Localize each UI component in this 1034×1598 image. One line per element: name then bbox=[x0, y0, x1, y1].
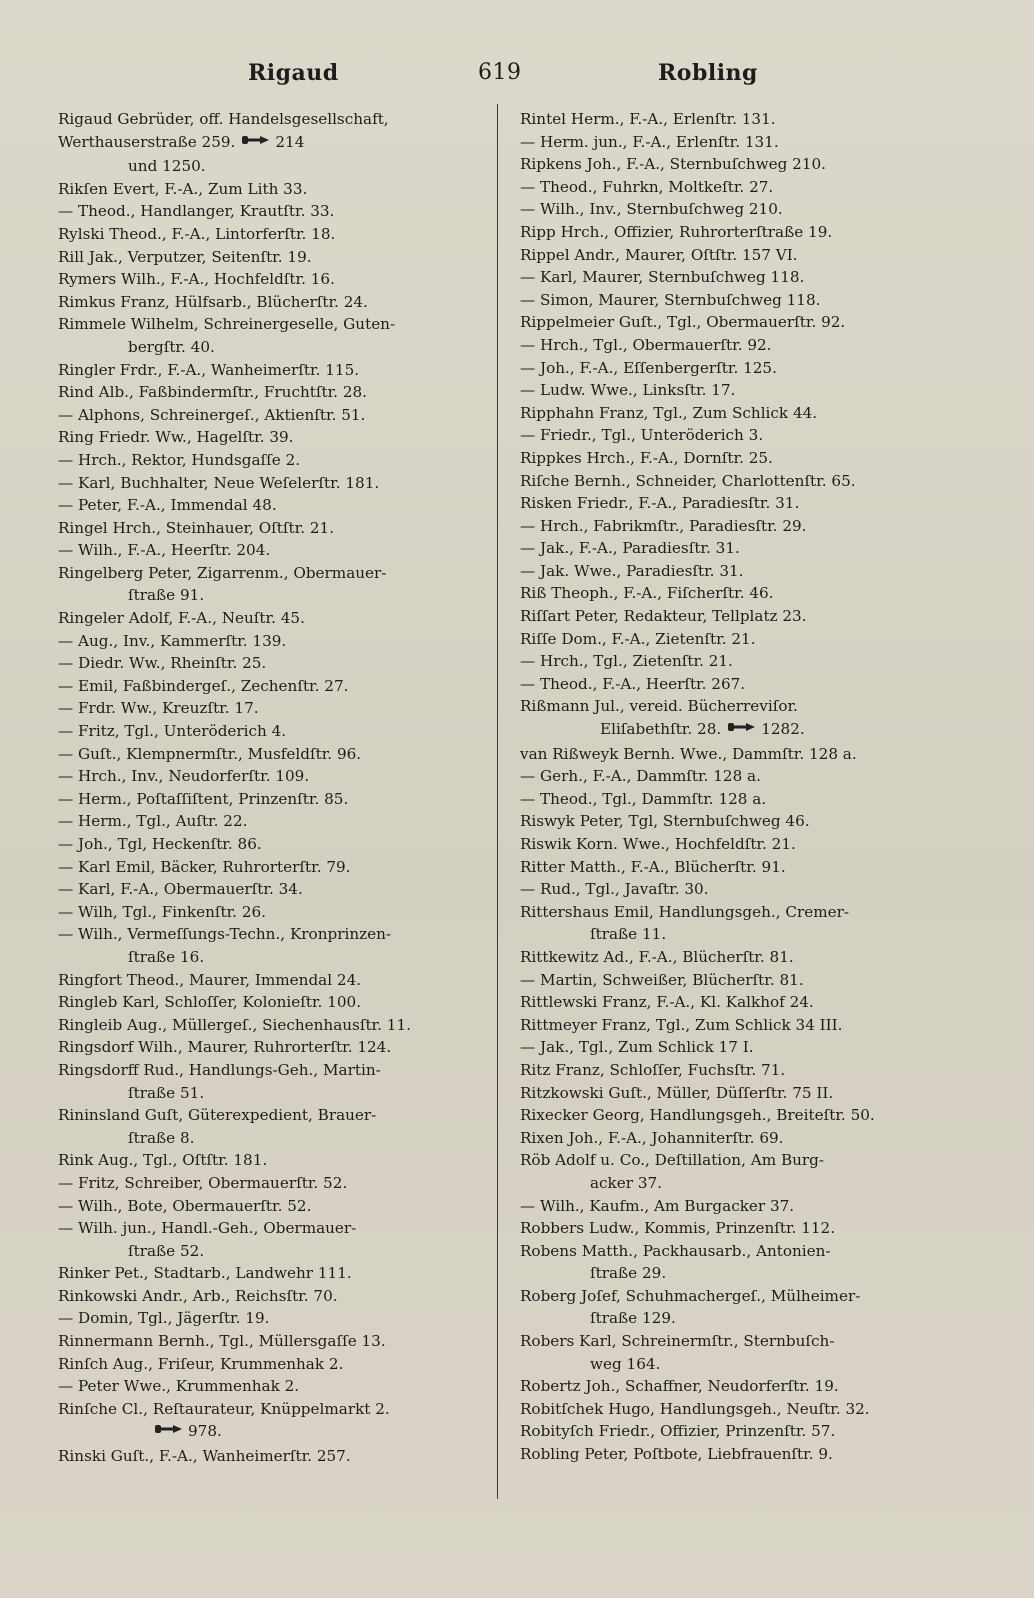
entry-text: — Peter, F.-A., Immendal 48. bbox=[58, 496, 277, 515]
directory-line bbox=[520, 856, 960, 879]
directory-line bbox=[520, 221, 960, 244]
entry-text: — Herm., Tgl., Auſtr. 22. bbox=[58, 812, 248, 831]
entry-continuation: ſtraße 16. bbox=[128, 947, 205, 966]
directory-line bbox=[58, 1445, 490, 1468]
entry-text: Rittmeyer Franz, Tgl., Zum Schlick 34 III. bbox=[520, 1015, 843, 1034]
directory-line bbox=[58, 1353, 490, 1376]
entry-text: Ring Friedr. Ww., Hagelſtr. 39. bbox=[58, 428, 294, 447]
entry-text: Robityſch Friedr., Offizier, Prinzenſtr. 57. bbox=[520, 1422, 836, 1441]
directory-line bbox=[58, 472, 490, 495]
entry-text: — Hrch., Tgl., Obermauerſtr. 92. bbox=[520, 335, 772, 354]
directory-line bbox=[58, 494, 490, 517]
directory-line bbox=[58, 1036, 490, 1059]
entry-text: Rimmele Wilhelm, Schreinergeselle, Guten- bbox=[58, 315, 396, 334]
directory-line bbox=[520, 198, 960, 221]
directory-line bbox=[520, 695, 960, 718]
directory-line bbox=[520, 1240, 960, 1263]
directory-line bbox=[58, 1217, 490, 1240]
directory-line bbox=[58, 946, 490, 969]
entry-text: — Alphons, Schreinergeſ., Aktienſtr. 51. bbox=[58, 405, 366, 424]
entry-text: Röb Adolf u. Co., Deſtillation, Am Burg- bbox=[520, 1151, 824, 1170]
entry-text: — Karl, Maurer, Sternbuſchweg 118. bbox=[520, 268, 805, 287]
entry-text: Ringfort Theod., Maurer, Immendal 24. bbox=[58, 970, 362, 989]
entry-text: Rippkes Hrch., F.-A., Dornſtr. 25. bbox=[520, 448, 773, 467]
directory-line bbox=[58, 1195, 490, 1218]
entry-text: Riſche Bernh., Schneider, Charlottenſtr. 65. bbox=[520, 471, 856, 490]
directory-line bbox=[520, 991, 960, 1014]
directory-line bbox=[520, 402, 960, 425]
entry-text: — Herm. jun., F.-A., Erlenſtr. 131. bbox=[520, 132, 779, 151]
directory-line bbox=[58, 246, 490, 269]
entry-text: Riswik Korn. Wwe., Hochfeldſtr. 21. bbox=[520, 835, 796, 853]
entry-continuation: ſtraße 11. bbox=[590, 925, 667, 944]
entry-text: Ritzkowski Guſt., Müller, Düſſerſtr. 75 II. bbox=[520, 1083, 834, 1102]
directory-line bbox=[58, 1375, 490, 1398]
directory-line bbox=[58, 630, 490, 653]
entry-text: — Emil, Faßbindergeſ., Zechenſtr. 27. bbox=[58, 676, 349, 695]
entry-text: Ritter Matth., F.-A., Blücherſtr. 91. bbox=[520, 857, 786, 876]
entry-text: Rylski Theod., F.-A., Lintorferſtr. 18. bbox=[58, 224, 336, 243]
directory-line bbox=[58, 1014, 490, 1037]
directory-line bbox=[520, 810, 960, 833]
directory-line bbox=[58, 1420, 490, 1445]
entry-text: Robling Peter, Poſtbote, Liebfrauenſtr. 9. bbox=[520, 1445, 833, 1464]
directory-line bbox=[58, 313, 490, 336]
entry-text: — Wilh. jun., Handl.-Geh., Obermauer- bbox=[58, 1219, 357, 1238]
entry-text: Ripkens Joh., F.-A., Sternbuſchweg 210. bbox=[520, 155, 826, 174]
directory-line bbox=[58, 108, 490, 131]
entry-text: — Jak., F.-A., Paradiesſtr. 31. bbox=[520, 539, 740, 558]
entry-continuation: weg 164. bbox=[590, 1354, 661, 1373]
right-column bbox=[520, 108, 960, 1466]
entry-text: — Simon, Maurer, Sternbuſchweg 118. bbox=[520, 290, 821, 309]
header-left-keyword: Rigaud bbox=[248, 60, 339, 86]
directory-line bbox=[520, 969, 960, 992]
entry-text: — Jak. Wwe., Paradiesſtr. 31. bbox=[520, 561, 744, 580]
directory-line bbox=[520, 605, 960, 628]
directory-line bbox=[520, 1330, 960, 1353]
directory-line bbox=[58, 1307, 490, 1330]
directory-line bbox=[520, 1307, 960, 1330]
directory-line bbox=[520, 878, 960, 901]
directory-line bbox=[58, 517, 490, 540]
directory-line bbox=[520, 153, 960, 176]
directory-line bbox=[58, 991, 490, 1014]
entry-text: Rittlewski Franz, F.-A., Kl. Kalkhof 24. bbox=[520, 993, 814, 1012]
header-right-keyword: Robling bbox=[658, 60, 758, 86]
entry-text: Rill Jak., Verputzer, Seitenſtr. 19. bbox=[58, 247, 312, 266]
entry-text: Rimkus Franz, Hülfsarb., Blücherſtr. 24. bbox=[58, 292, 368, 311]
entry-text: Rixecker Georg, Handlungsgeh., Breiteſtr. 50. bbox=[520, 1106, 875, 1125]
entry-text: Robbers Ludw., Kommis, Prinzenſtr. 112. bbox=[520, 1219, 836, 1238]
entry-text: Rinſch Aug., Friſeur, Krummenhak 2. bbox=[58, 1354, 344, 1373]
entry-text: — Domin, Tgl., Jägerſtr. 19. bbox=[58, 1309, 270, 1328]
entry-continuation: bergſtr. 40. bbox=[128, 337, 215, 356]
entry-continuation: Eliſabethſtr. 28. bbox=[600, 720, 722, 739]
entry-text: Robertz Joh., Schaffner, Neudorferſtr. 19. bbox=[520, 1377, 839, 1396]
telephone-icon bbox=[727, 720, 757, 743]
phone-number: 1282. bbox=[761, 720, 805, 739]
directory-line bbox=[520, 515, 960, 538]
entry-text: — Herm., Poſtaſſiſtent, Prinzenſtr. 85. bbox=[58, 789, 349, 808]
directory-line bbox=[520, 311, 960, 334]
entry-text: — Hrch., Inv., Neudorferſtr. 109. bbox=[58, 767, 310, 786]
directory-line bbox=[520, 131, 960, 154]
entry-text: — Rud., Tgl., Javaſtr. 30. bbox=[520, 880, 709, 899]
entry-text: — Frdr. Ww., Kreuzſtr. 17. bbox=[58, 699, 259, 718]
entry-text: Rink Aug., Tgl., Oſtſtr. 181. bbox=[58, 1151, 268, 1170]
entry-text: — Fritz, Tgl., Unteröderich 4. bbox=[58, 722, 287, 741]
entry-text: Riſſe Dom., F.-A., Zietenſtr. 21. bbox=[520, 629, 756, 648]
entry-text: — Wilh., Inv., Sternbuſchweg 210. bbox=[520, 200, 783, 219]
entry-text: Robers Karl, Schreinermſtr., Sternbuſch- bbox=[520, 1332, 835, 1351]
entry-text: Rind Alb., Faßbindermſtr., Fruchtſtr. 28. bbox=[58, 383, 367, 402]
entry-continuation: ſtraße 29. bbox=[590, 1264, 667, 1283]
directory-line bbox=[58, 223, 490, 246]
entry-text: — Peter Wwe., Krummenhak 2. bbox=[58, 1377, 300, 1396]
entry-text: — Wilh., Vermeſſungs-Techn., Kronprinzen- bbox=[58, 925, 392, 944]
directory-line bbox=[58, 1127, 490, 1150]
directory-line bbox=[58, 449, 490, 472]
directory-line bbox=[58, 607, 490, 630]
directory-line bbox=[520, 1104, 960, 1127]
entry-text: Rymers Wilh., F.-A., Hochfeldſtr. 16. bbox=[58, 270, 335, 289]
entry-text: Roberg Joſef, Schuhmachergeſ., Mülheimer- bbox=[520, 1286, 861, 1305]
entry-text: — Jak., Tgl., Zum Schlick 17 I. bbox=[520, 1038, 754, 1057]
directory-line bbox=[58, 1149, 490, 1172]
directory-line bbox=[58, 1398, 490, 1421]
entry-text: Rittershaus Emil, Handlungsgeh., Cremer- bbox=[520, 902, 850, 921]
entry-text: — Karl, F.-A., Obermauerſtr. 34. bbox=[58, 880, 303, 899]
directory-line bbox=[58, 1330, 490, 1353]
entry-text: — Joh., Tgl, Heckenſtr. 86. bbox=[58, 835, 262, 853]
directory-line bbox=[58, 788, 490, 811]
entry-text: — Ludw. Wwe., Linksſtr. 17. bbox=[520, 381, 736, 400]
entry-text: — Hrch., Tgl., Zietenſtr. 21. bbox=[520, 652, 733, 671]
directory-line bbox=[58, 878, 490, 901]
directory-line bbox=[520, 266, 960, 289]
directory-line bbox=[520, 1036, 960, 1059]
directory-line bbox=[520, 788, 960, 811]
entry-text: — Hrch., Rektor, Hundsgaſſe 2. bbox=[58, 450, 301, 469]
directory-line bbox=[520, 718, 960, 743]
directory-line bbox=[58, 675, 490, 698]
entry-text: Rininsland Guſt, Güterexpedient, Brauer- bbox=[58, 1106, 377, 1125]
directory-line bbox=[520, 1375, 960, 1398]
directory-line bbox=[520, 108, 960, 131]
directory-line bbox=[58, 200, 490, 223]
directory-line bbox=[520, 743, 960, 766]
entry-text: — Diedr. Ww., Rheinſtr. 25. bbox=[58, 654, 267, 673]
directory-line bbox=[520, 1285, 960, 1308]
directory-line bbox=[520, 1082, 960, 1105]
directory-line bbox=[58, 1285, 490, 1308]
phone-number: 214 bbox=[275, 132, 305, 151]
directory-line bbox=[520, 833, 960, 856]
directory-line bbox=[58, 652, 490, 675]
phone-number: 978. bbox=[188, 1422, 222, 1441]
directory-line bbox=[520, 1443, 960, 1466]
directory-line bbox=[58, 268, 490, 291]
entry-continuation: ſtraße 129. bbox=[590, 1309, 676, 1328]
entry-text: Ripp Hrch., Offizier, Ruhrorterſtraße 19. bbox=[520, 222, 833, 241]
directory-line bbox=[58, 833, 490, 856]
directory-line bbox=[58, 1082, 490, 1105]
directory-line bbox=[520, 1217, 960, 1240]
entry-text: Ripphahn Franz, Tgl., Zum Schlick 44. bbox=[520, 403, 818, 422]
directory-line bbox=[520, 946, 960, 969]
directory-line bbox=[520, 176, 960, 199]
directory-line bbox=[58, 1104, 490, 1127]
entry-text: Robitſchek Hugo, Handlungsgeh., Neuſtr. 32. bbox=[520, 1399, 870, 1418]
entry-text: — Karl, Buchhalter, Neue Weſelerſtr. 181. bbox=[58, 473, 380, 492]
directory-line bbox=[58, 291, 490, 314]
directory-line bbox=[520, 1014, 960, 1037]
directory-line bbox=[520, 1353, 960, 1376]
directory-line bbox=[58, 381, 490, 404]
entry-text: — Hrch., Fabrikmſtr., Paradiesſtr. 29. bbox=[520, 516, 807, 535]
page-header bbox=[58, 60, 970, 94]
directory-line bbox=[58, 901, 490, 924]
entry-text: Ringeler Adolf, F.-A., Neuſtr. 45. bbox=[58, 609, 305, 628]
entry-text: Riſſart Peter, Redakteur, Tellplatz 23. bbox=[520, 607, 807, 626]
directory-line bbox=[58, 404, 490, 427]
entry-text: — Joh., F.-A., Eſſenbergerſtr. 125. bbox=[520, 358, 777, 377]
entry-continuation: ſtraße 91. bbox=[128, 586, 205, 605]
entry-text: — Wilh., F.-A., Heerſtr. 204. bbox=[58, 541, 271, 560]
entry-text: — Fritz, Schreiber, Obermauerſtr. 52. bbox=[58, 1173, 348, 1192]
directory-line bbox=[520, 379, 960, 402]
entry-text: Ringelberg Peter, Zigarrenm., Obermauer- bbox=[58, 563, 387, 582]
directory-line bbox=[58, 969, 490, 992]
directory-line bbox=[58, 1172, 490, 1195]
directory-line bbox=[520, 560, 960, 583]
directory-line bbox=[520, 492, 960, 515]
directory-line bbox=[520, 1398, 960, 1421]
directory-line bbox=[520, 901, 960, 924]
entry-text: Risken Friedr., F.-A., Paradiesſtr. 31. bbox=[520, 494, 800, 513]
directory-line bbox=[520, 334, 960, 357]
entry-text: — Theod., Fuhrkn, Moltkeſtr. 27. bbox=[520, 177, 774, 196]
directory-line bbox=[58, 856, 490, 879]
page-number: 619 bbox=[478, 60, 522, 85]
directory-line bbox=[58, 1262, 490, 1285]
telephone-icon bbox=[241, 133, 271, 156]
directory-line bbox=[58, 155, 490, 178]
entry-text: — Wilh, Tgl., Finkenſtr. 26. bbox=[58, 902, 266, 921]
entry-text: Rikſen Evert, F.-A., Zum Lith 33. bbox=[58, 179, 308, 198]
entry-text: — Theod., Tgl., Dammſtr. 128 a. bbox=[520, 789, 767, 808]
directory-line bbox=[58, 1240, 490, 1263]
entry-text: Rigaud Gebrüder, off. Handelsgesellschaft, bbox=[58, 110, 389, 128]
directory-line bbox=[520, 1127, 960, 1150]
entry-text: — Wilh., Bote, Obermauerſtr. 52. bbox=[58, 1196, 312, 1215]
directory-line bbox=[520, 1195, 960, 1218]
entry-text: Robens Matth., Packhausarb., Antonien- bbox=[520, 1241, 831, 1260]
entry-text: — Theod., F.-A., Heerſtr. 267. bbox=[520, 674, 746, 693]
directory-line bbox=[58, 1059, 490, 1082]
directory-line bbox=[58, 131, 490, 156]
directory-line bbox=[520, 447, 960, 470]
entry-text: Ringsdorf Wilh., Maurer, Ruhrorterſtr. 124. bbox=[58, 1038, 392, 1057]
directory-line bbox=[520, 582, 960, 605]
directory-line bbox=[520, 923, 960, 946]
entry-text: Ringsdorff Rud., Handlungs-Geh., Martin- bbox=[58, 1060, 381, 1079]
directory-line bbox=[520, 1262, 960, 1285]
entry-text: Rippelmeier Guſt., Tgl., Obermauerſtr. 92. bbox=[520, 313, 846, 332]
entry-text: — Aug., Inv., Kammerſtr. 139. bbox=[58, 631, 287, 650]
directory-line bbox=[520, 628, 960, 651]
directory-line bbox=[58, 539, 490, 562]
directory-line bbox=[520, 244, 960, 267]
directory-line bbox=[58, 697, 490, 720]
entry-continuation: und 1250. bbox=[128, 157, 206, 176]
entry-text: — Guſt., Klempnermſtr., Musfeldſtr. 96. bbox=[58, 744, 362, 763]
entry-text: Ringleib Aug., Müllergeſ., Siechenhausſtr. 11. bbox=[58, 1015, 411, 1034]
directory-line bbox=[58, 765, 490, 788]
directory-line bbox=[520, 289, 960, 312]
directory-line bbox=[58, 584, 490, 607]
column-divider bbox=[497, 104, 498, 1499]
entry-text: — Friedr., Tgl., Unteröderich 3. bbox=[520, 426, 764, 445]
telephone-icon bbox=[154, 1422, 184, 1445]
entry-text: Rinker Pet., Stadtarb., Landwehr 111. bbox=[58, 1264, 352, 1283]
directory-line bbox=[520, 765, 960, 788]
directory-line bbox=[520, 673, 960, 696]
directory-line bbox=[58, 178, 490, 201]
entry-text: Ritz Franz, Schloſſer, Fuchsſtr. 71. bbox=[520, 1060, 786, 1079]
directory-line bbox=[520, 424, 960, 447]
entry-text: Ringler Frdr., F.-A., Wanheimerſtr. 115. bbox=[58, 360, 360, 379]
directory-line bbox=[58, 426, 490, 449]
entry-text: — Wilh., Kaufm., Am Burgacker 37. bbox=[520, 1196, 795, 1215]
entry-text: Rixen Joh., F.-A., Johanniterſtr. 69. bbox=[520, 1128, 784, 1147]
directory-line bbox=[520, 537, 960, 560]
entry-text: — Martin, Schweißer, Blücherſtr. 81. bbox=[520, 970, 804, 989]
entry-continuation: ſtraße 51. bbox=[128, 1083, 205, 1102]
entry-text: Rinnermann Bernh., Tgl., Müllersgaſſe 13. bbox=[58, 1332, 386, 1351]
entry-text: Rittkewitz Ad., F.-A., Blücherſtr. 81. bbox=[520, 947, 794, 966]
directory-line bbox=[520, 1420, 960, 1443]
entry-continuation: ſtraße 8. bbox=[128, 1128, 195, 1147]
entry-text: Rinkowski Andr., Arb., Reichsſtr. 70. bbox=[58, 1286, 338, 1305]
entry-continuation: acker 37. bbox=[590, 1173, 662, 1192]
entry-text: Werthauserstraße 259. bbox=[58, 132, 236, 151]
entry-text: Ringleb Karl, Schloſſer, Kolonieſtr. 100. bbox=[58, 993, 362, 1012]
entry-text: Rißmann Jul., vereid. Bücherreviſor. bbox=[520, 697, 798, 716]
directory-line bbox=[58, 336, 490, 359]
directory-line bbox=[520, 470, 960, 493]
entry-text: Rinski Guſt., F.-A., Wanheimerſtr. 257. bbox=[58, 1447, 351, 1466]
entry-text: Ringel Hrch., Steinhauer, Oſtſtr. 21. bbox=[58, 518, 335, 537]
entry-text: Rippel Andr., Maurer, Oſtſtr. 157 VI. bbox=[520, 245, 798, 264]
entry-text: van Rißweyk Bernh. Wwe., Dammſtr. 128 a. bbox=[520, 744, 857, 763]
directory-line bbox=[58, 359, 490, 382]
directory-line bbox=[520, 1059, 960, 1082]
entry-text: — Karl Emil, Bäcker, Ruhrorterſtr. 79. bbox=[58, 857, 351, 876]
entry-continuation bbox=[58, 1420, 490, 1445]
directory-line bbox=[520, 1149, 960, 1172]
entry-continuation: ſtraße 52. bbox=[128, 1241, 205, 1260]
directory-line bbox=[58, 810, 490, 833]
directory-line bbox=[520, 1172, 960, 1195]
left-column bbox=[58, 108, 490, 1468]
entry-text: Riswyk Peter, Tgl, Sternbuſchweg 46. bbox=[520, 812, 810, 831]
entry-text: Riß Theoph., F.-A., Fiſcherſtr. 46. bbox=[520, 584, 774, 603]
directory-line bbox=[520, 650, 960, 673]
directory-line bbox=[58, 562, 490, 585]
entry-text: Rintel Herm., F.-A., Erlenſtr. 131. bbox=[520, 110, 776, 128]
directory-line bbox=[58, 923, 490, 946]
entry-text: — Gerh., F.-A., Dammſtr. 128 a. bbox=[520, 767, 761, 786]
directory-line bbox=[520, 357, 960, 380]
directory-line bbox=[58, 720, 490, 743]
entry-text: — Theod., Handlanger, Krautſtr. 33. bbox=[58, 202, 335, 221]
entry-text: Rinſche Cl., Reſtaurateur, Knüppelmarkt 2. bbox=[58, 1399, 390, 1418]
directory-line bbox=[58, 743, 490, 766]
